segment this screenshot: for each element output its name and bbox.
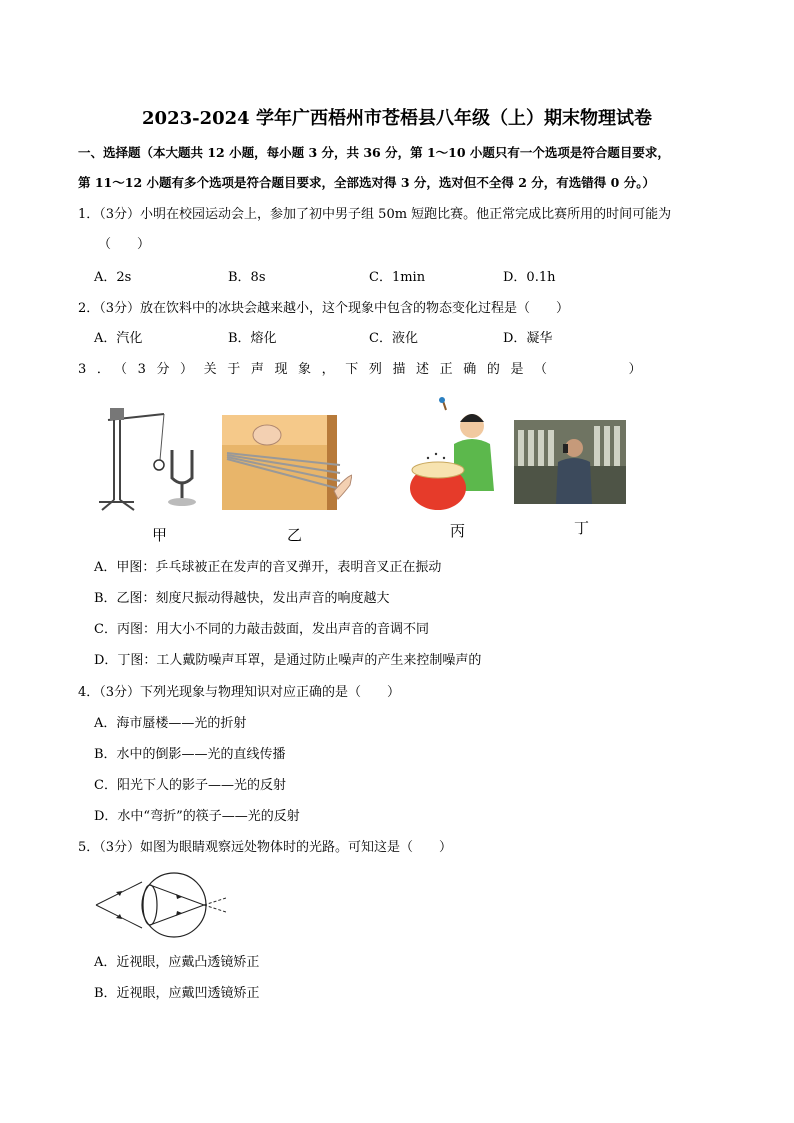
section-instructions-line1: 一、选择题（本大题共 12 小题，每小题 3 分，共 36 分，第 1～10 小题只有一个选项是符合题目要求， [78, 145, 670, 160]
figure-ruler [222, 415, 352, 510]
question-5-option-a[interactable]: A．近视眼，应戴凸透镜矫正 [94, 955, 260, 970]
figure-label-bing: 丙 [450, 522, 466, 540]
page-title: 2023-2024 学年广西梧州市苍梧县八年级（上）期末物理试卷 [142, 108, 652, 129]
question-1-option-d[interactable]: D．0.1h [503, 270, 556, 285]
question-2-stem: 2．（3分）放在饮料中的冰块会越来越小，这个现象中包含的物态变化过程是（ ） [78, 301, 570, 316]
figure-drum [408, 396, 500, 514]
question-1-stem-cont: （ ） [98, 237, 151, 252]
question-3-option-c[interactable]: C．丙图：用大小不同的力敲击鼓面，发出声音的音调不同 [94, 622, 429, 637]
question-4-option-a[interactable]: A．海市蜃楼——光的折射 [94, 716, 247, 731]
question-4-stem: 4．（3分）下列光现象与物理知识对应正确的是（ ） [78, 685, 401, 700]
figure-tuning-fork [94, 400, 204, 518]
question-2-option-d[interactable]: D．凝华 [503, 331, 553, 346]
question-2-option-a[interactable]: A．汽化 [94, 331, 143, 346]
question-1-stem: 1．（3分）小明在校园运动会上，参加了初中男子组 50m 短跑比赛。他正常完成比赛所用的时间可能为 [78, 207, 672, 222]
question-4-option-d[interactable]: D．水中“弯折”的筷子——光的反射 [94, 809, 300, 824]
question-3-option-d[interactable]: D．丁图：工人戴防噪声耳罩，是通过防止噪声的产生来控制噪声的 [94, 653, 482, 668]
question-3-stem: 3．（3分）关于声现象，下列描述正确的是（ ） [78, 362, 653, 377]
question-3-option-a[interactable]: A．甲图：乒乓球被正在发声的音叉弹开，表明音叉正在振动 [94, 560, 442, 575]
question-4-option-c[interactable]: C．阳光下人的影子——光的反射 [94, 778, 286, 793]
question-2-option-c[interactable]: C．液化 [369, 331, 418, 346]
question-2-option-b[interactable]: B．熔化 [228, 331, 277, 346]
question-5-stem: 5．（3分）如图为眼睛观察远处物体时的光路。可知这是（ ） [78, 840, 453, 855]
figure-factory-worker [514, 420, 626, 504]
question-3-option-b[interactable]: B．乙图：刻度尺振动得越快，发出声音的响度越大 [94, 591, 390, 606]
question-1-option-a[interactable]: A．2s [94, 270, 132, 285]
question-5-option-b[interactable]: B．近视眼，应戴凹透镜矫正 [94, 986, 260, 1001]
figure-label-ding: 丁 [574, 519, 590, 537]
section-instructions-line2: 第 11～12 小题有多个选项是符合题目要求，全部选对得 3 分，选对但不全得 2 分，有选错得 0 分。） [78, 175, 655, 190]
figure-eye-light-path [92, 870, 232, 940]
figure-label-jia: 甲 [152, 526, 168, 544]
question-1-option-b[interactable]: B．8s [228, 270, 266, 285]
figure-label-yi: 乙 [287, 526, 303, 544]
question-1-option-c[interactable]: C．1min [369, 270, 426, 285]
question-4-option-b[interactable]: B．水中的倒影——光的直线传播 [94, 747, 286, 762]
